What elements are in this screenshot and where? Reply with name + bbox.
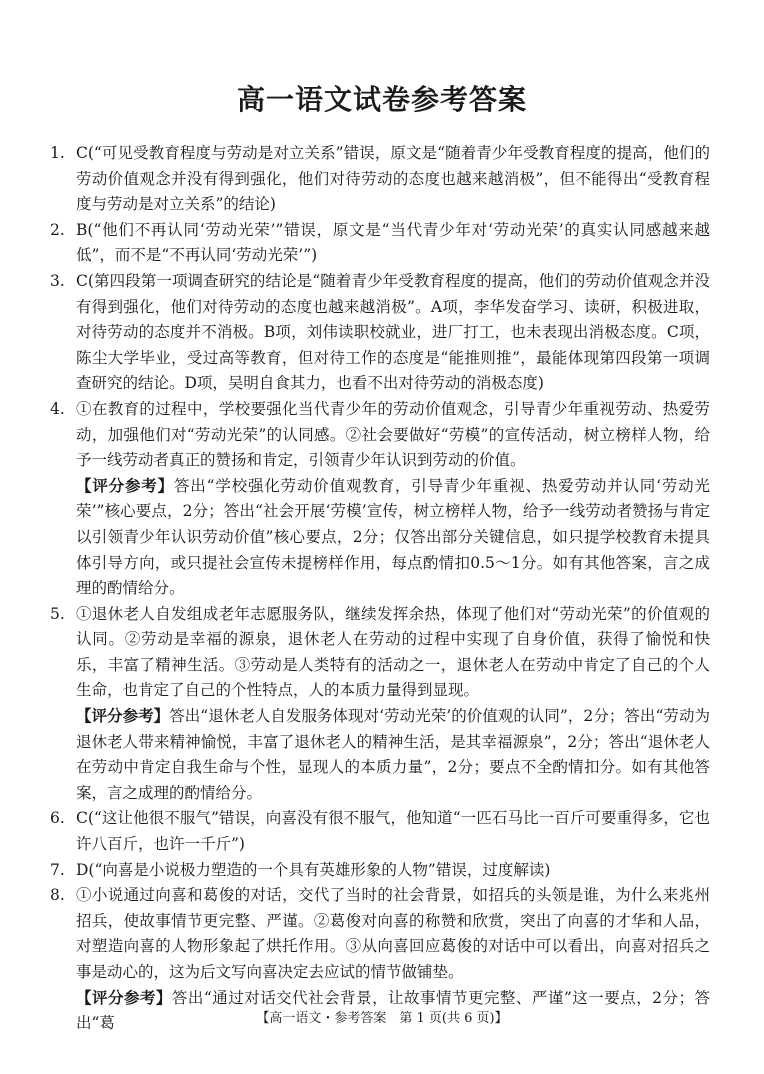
- answer-item-7: [50, 858, 710, 884]
- answer-number: 6.: [50, 809, 65, 828]
- answer-number: 7.: [50, 860, 65, 879]
- answer-text: ①在教育的过程中，学校要强化当代青少年的劳动价值观念，引导青少年重视劳动、热爱劳动，加强他们对“劳动光荣”的认同感。②社会要做好“劳模”的宣传活动，树立榜样人物，给予一线劳动者真正的赞扬和肯定，引领青少年认识到劳动的价值。: [76, 399, 710, 470]
- page-footer: 【高一语文・参考答案 第 1 页(共 6 页)】: [256, 1011, 508, 1026]
- answer-number: 8.: [50, 886, 65, 905]
- page-title: 高一语文试卷参考答案: [236, 83, 527, 116]
- scoring-reference: [76, 474, 710, 602]
- answer-number: 2.: [50, 220, 65, 239]
- answer-number: 1.: [50, 144, 65, 162]
- answer-item-6: [50, 806, 710, 857]
- answer-text: C(“可见受教育程度与劳动是对立关系”错误，原文是“随着青少年受教育程度的提高，他们的劳动价值观念并没有得到强化，他们对待劳动的态度也越来越消极”，但不能得出“受教育程度与劳动是对立关系”的结论): [76, 144, 710, 214]
- answer-text: B(“他们不再认同‘劳动光荣’”错误，原文是“当代青少年对‘劳动光荣’的真实认同感越来越低”，而不是“不再认同‘劳动光荣’”): [76, 220, 710, 265]
- answer-text: ①退休老人自发组成老年志愿服务队，继续发挥余热，体现了他们对“劳动光荣”的价值观的认同。②劳动是幸福的源泉，退休老人在劳动的过程中实现了自身价值，获得了愉悦和快乐，丰富了精神生活。③劳动是人类特有的活动之一，退休老人在劳动中肯定了自己的个人生命，也肯定了自己的个性特点，人的本质力量得到显现。: [76, 604, 710, 700]
- scoring-text: 答出“学校强化劳动价值观教育，引导青少年重视、热爱劳动并认同‘劳动光荣’”核心要点，2分；答出“社会开展‘劳模’宣传，树立榜样人物，给予一线劳动者赞扬与肯定以引领青少年认识劳动价值”核心要点，2分；仅答出部分关键信息，如只提学校教育未提具体引导方向，或只提社会宣传未提榜样作用，每点酌情扣0.5～1分。如有其他答案，言之成理的酌情给分。: [76, 476, 710, 598]
- answer-text: ①小说通过向喜和葛俊的对话，交代了当时的社会背景，如招兵的头领是谁，为什么来兆州招兵，使故事情节更完整、严谨。②葛俊对向喜的称赞和欣赏，突出了向喜的才华和人品，对塑造向喜的人物形象起了烘托作用。③从向喜回应葛俊的对话中可以看出，向喜对招兵之事是动心的，这为后文写向喜决定去应试的情节做铺垫。: [76, 886, 710, 981]
- answer-number: 5.: [50, 604, 65, 623]
- answer-text: D(“向喜是小说极力塑造的一个具有英雄形象的人物”错误，过度解读): [76, 860, 551, 879]
- scoring-reference: [76, 704, 710, 806]
- answer-item-1: [50, 141, 710, 218]
- scoring-tag: 【评分参考】: [76, 988, 172, 1007]
- answer-item-2: [50, 218, 710, 269]
- answer-item-5: [50, 602, 710, 807]
- scoring-tag: 【评分参考】: [76, 476, 174, 495]
- answer-text: C(第四段第一项调查研究的结论是“随着青少年受教育程度的提高，他们的劳动价值观念并没有得到强化，他们对待劳动的态度也越来越消极”。A项，李华发奋学习、读研，积极进取，对待劳动的态度并不消极。B项，刘伟读职校就业，进厂打工，也未表现出消极态度。C项，陈尘大学毕业，受过高等教育，但对待工作的态度是“能推则推”，最能体现第四段第一项调查研究的结论。D项，吴明自食其力，也看不出对待劳动的消极态度): [76, 271, 710, 393]
- answer-number: 3.: [50, 271, 65, 290]
- answer-number: 4.: [50, 399, 65, 418]
- scoring-text: 答出“退休老人自发服务体现对‘劳动光荣’的价值观的认同”，2分；答出“劳动为退休老人带来精神愉悦，丰富了退休老人的精神生活，是其幸福源泉”，2分；答出“退休老人在劳动中肯定自我生命与个性，显现人的本质力量”，2分；要点不全酌情扣分。如有其他答案，言之成理的酌情给分。: [76, 707, 710, 802]
- answer-item-4: [50, 397, 710, 602]
- scoring-tag: 【评分参考】: [76, 707, 170, 726]
- answer-list: [50, 141, 710, 1037]
- answer-item-3: [50, 269, 710, 397]
- scoring-text: 答出“通过对话交代社会背景，让故事情节更完整、严谨”这一要点，2分；答出“葛: [76, 988, 710, 1033]
- answer-text: C(“这让他很不服气”错误，向喜没有很不服气，他知道“一匹石马比一百斤可要重得多，它也许八百斤，也许一千斤”): [76, 809, 710, 854]
